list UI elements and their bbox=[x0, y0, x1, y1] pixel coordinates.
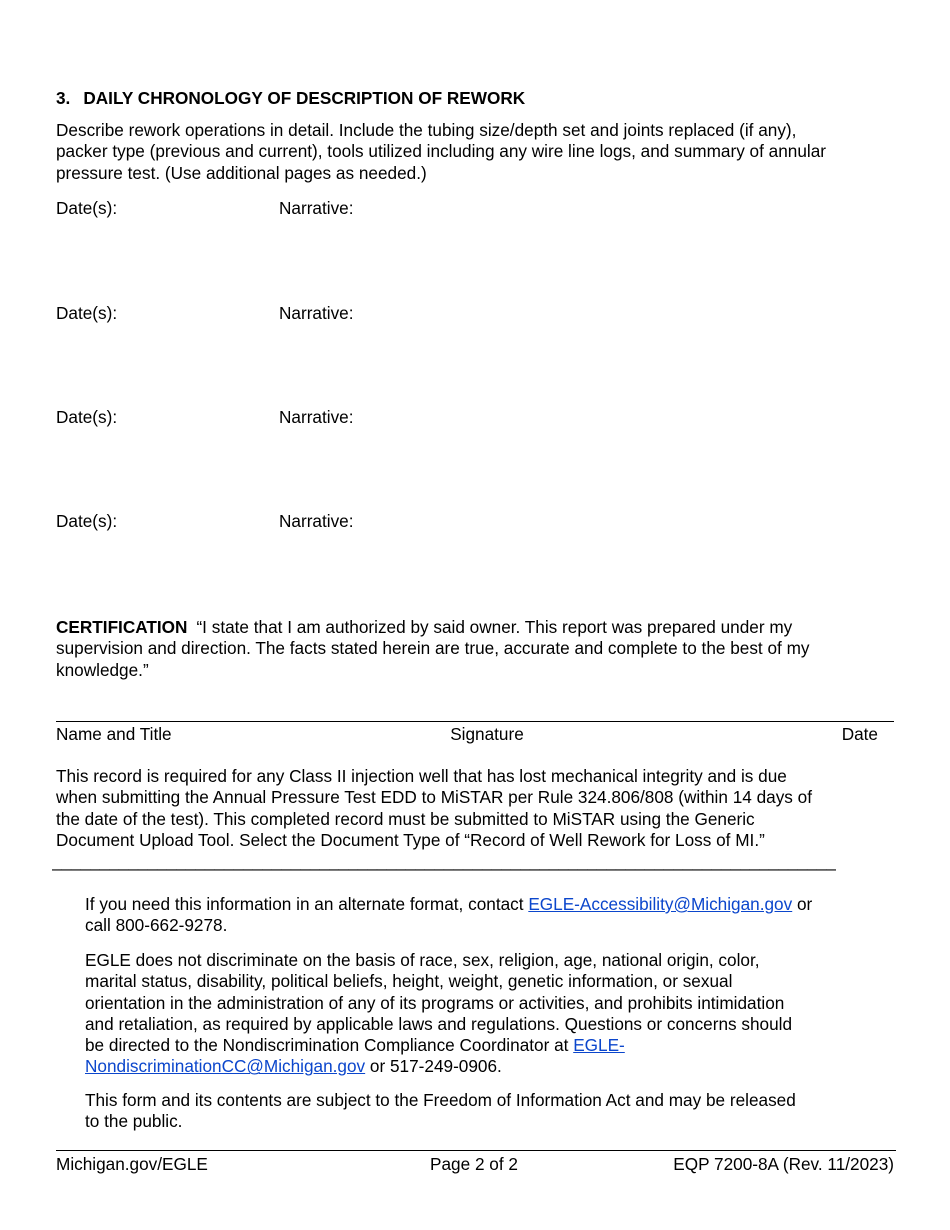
section-number: 3. bbox=[56, 88, 71, 108]
nondiscrimination-notice bbox=[85, 950, 885, 1078]
foia-line: to the public. bbox=[85, 1111, 183, 1132]
requirement-text bbox=[56, 766, 896, 851]
date-label: Date(s): bbox=[56, 511, 118, 531]
nondiscrimination-phone: or 517-249-0906. bbox=[365, 1056, 502, 1077]
section-title: DAILY CHRONOLOGY OF DESCRIPTION OF REWORK bbox=[83, 88, 526, 108]
accessibility-text: or bbox=[792, 894, 813, 914]
nondiscrimination-line: marital status, disability, political beliefs, height, weight, genetic information, or sexual bbox=[85, 971, 733, 992]
footer-form-id: EQP 7200-8A (Rev. 11/2023) bbox=[673, 1154, 894, 1174]
footer-website: Michigan.gov/EGLE bbox=[56, 1154, 208, 1174]
name-title-label: Name and Title bbox=[56, 724, 172, 744]
foia-notice bbox=[85, 1090, 885, 1133]
footer-page-number: Page 2 of 2 bbox=[430, 1154, 518, 1174]
signature-label: Signature bbox=[450, 724, 524, 744]
accessibility-phone: call 800-662-9278. bbox=[85, 915, 228, 936]
certification-text: “I state that I am authorized by said owner. This report was prepared under my bbox=[196, 617, 793, 637]
narrative-label: Narrative: bbox=[279, 198, 354, 218]
instructions-line: packer type (previous and current), tools utilized including any wire line logs, and summary of annular bbox=[56, 141, 827, 162]
requirement-line: the date of the test). This completed record must be submitted to MiSTAR using the Generic bbox=[56, 808, 755, 829]
narrative-label: Narrative: bbox=[279, 511, 354, 531]
nondiscrimination-line: be directed to the Nondiscrimination Compliance Coordinator at bbox=[85, 1035, 574, 1056]
instructions-line: Describe rework operations in detail. Include the tubing size/depth set and joints replaced (if any), bbox=[56, 120, 797, 140]
certification-block bbox=[56, 617, 896, 681]
instructions bbox=[56, 120, 896, 184]
date-label: Date(s): bbox=[56, 198, 118, 218]
date-label: Date(s): bbox=[56, 407, 118, 427]
narrative-label: Narrative: bbox=[279, 303, 354, 323]
accessibility-notice bbox=[85, 894, 885, 937]
certification-label: CERTIFICATION bbox=[56, 617, 188, 637]
signature-rule bbox=[56, 721, 894, 722]
accessibility-text: If you need this information in an alternate format, contact bbox=[85, 894, 529, 914]
nondiscrimination-line: and retaliation, as required by applicable laws and regulations. Questions or concerns should bbox=[85, 1013, 793, 1034]
date-field-label: Date bbox=[841, 724, 878, 744]
requirement-line: when submitting the Annual Pressure Test EDD to MiSTAR per Rule 324.806/808 (within 14 days of bbox=[56, 787, 813, 808]
nondiscrimination-line: orientation in the administration of any of its programs or activities, and prohibits intimidation bbox=[85, 992, 785, 1013]
section-heading bbox=[56, 88, 525, 109]
requirement-line: This record is required for any Class II injection well that has lost mechanical integrity and is due bbox=[56, 766, 787, 786]
nondiscrimination-line: EGLE does not discriminate on the basis of race, sex, religion, age, national origin, color, bbox=[85, 950, 760, 970]
accessibility-email-link[interactable]: EGLE-Accessibility@Michigan.gov bbox=[528, 894, 793, 914]
date-label: Date(s): bbox=[56, 303, 118, 323]
separator-line: __________________________________________________________________________________ bbox=[52, 851, 836, 871]
requirement-line: Document Upload Tool. Select the Document Type of “Record of Well Rework for Loss of MI.” bbox=[56, 829, 765, 850]
certification-line: knowledge.” bbox=[56, 659, 149, 680]
nondiscrimination-email-link-part2[interactable]: NondiscriminationCC@Michigan.gov bbox=[85, 1056, 366, 1077]
certification-line: supervision and direction. The facts stated herein are true, accurate and complete to the best of my bbox=[56, 638, 810, 659]
instructions-line: pressure test. (Use additional pages as needed.) bbox=[56, 162, 427, 183]
narrative-label: Narrative: bbox=[279, 407, 354, 427]
footer-rule bbox=[56, 1150, 896, 1151]
nondiscrimination-email-link-part1[interactable]: EGLE- bbox=[573, 1035, 625, 1056]
foia-line: This form and its contents are subject to the Freedom of Information Act and may be released bbox=[85, 1090, 796, 1110]
